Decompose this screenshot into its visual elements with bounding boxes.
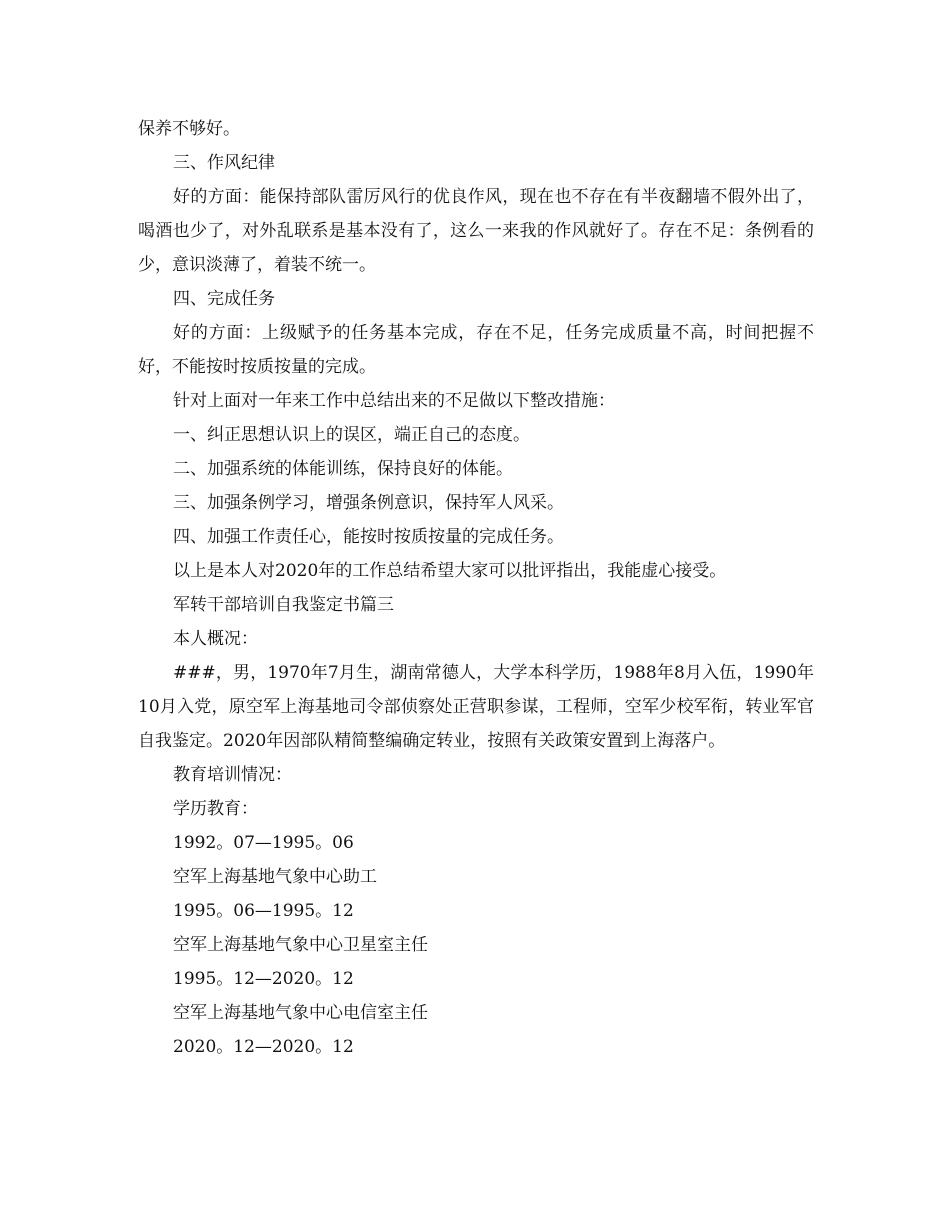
date-range: 1995。12—2020。12 [173,969,354,989]
document-body [138,112,814,1064]
date-range: 1995。06—1995。12 [173,901,354,921]
position-entry: 空军上海基地气象中心卫星室主任 [173,935,428,955]
list-item: 二、加强系统的体能训练，保持良好的体能。 [173,459,513,479]
position-entry: 空军上海基地气象中心助工 [173,867,377,887]
paragraph: 好的方面：上级赋予的任务基本完成，存在不足，任务完成质量不高，时间把握不好，不能按时按质按量的完成。 [138,323,814,377]
list-item: 四、加强工作责任心，能按时按质按量的完成任务。 [173,527,564,547]
paragraph: 教育培训情况： [173,765,292,785]
paragraph: 本人概况： [173,629,258,649]
position-entry: 空军上海基地气象中心电信室主任 [173,1003,428,1023]
paragraph: 好的方面：能保持部队雷厉风行的优良作风，现在也不存在有半夜翻墙不假外出了，喝酒也少了，对外乱联系是基本没有了，这么一来我的作风就好了。存在不足：条例看的少，意识淡薄了，着装不统一。 [138,187,814,275]
section-title: 军转干部培训自我鉴定书篇三 [173,595,394,615]
list-item: 一、纠正思想认识上的误区，端正自己的态度。 [173,425,530,445]
section-heading: 四、完成任务 [173,289,275,309]
paragraph: 学历教育： [173,799,258,819]
list-item: 三、加强条例学习，增强条例意识，保持军人风采。 [173,493,564,513]
date-range: 1992。07—1995。06 [173,833,354,853]
paragraph: 针对上面对一年来工作中总结出来的不足做以下整改措施： [173,391,615,411]
paragraph: ###，男，1970年7月生，湖南常德人，大学本科学历，1988年8月入伍，1990年10月入党，原空军上海基地司令部侦察处正营职参谋，工程师，空军少校军衔，转业军官自我鉴定。2020年因部队精简整编确定转业，按照有关政策安置到上海落户。 [138,663,814,751]
date-range: 2020。12—2020。12 [173,1037,354,1057]
section-heading: 三、作风纪律 [173,153,275,173]
paragraph: 以上是本人对2020年的工作总结希望大家可以批评指出，我能虚心接受。 [173,561,727,581]
paragraph: 保养不够好。 [138,119,240,139]
